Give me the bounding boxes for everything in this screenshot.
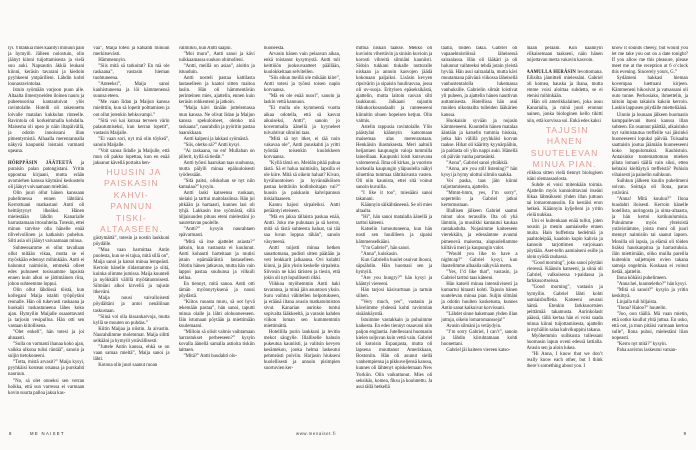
body-paragraph: ”Good morning”, vastasin ja hymyilin. Gabriel lähti kohti aamiaisbuffetia. Katseeni seurasi häntä. Etenkin farkkusortsien peittämää takamusta. Aurinkolasit päässä, tällä kertaa hän ei voisi saada minua kiinni tuijottamisesta, ajattelin ja myhäilin salaa kahvikuppini takana. bbox=[526, 285, 603, 333]
body-paragraph: täällä, töiden takia. Gabriel oli vapaaehtoistöissä läheisessä sairaalassa. Hän oli lääkäri ja oli halunnut vaihteeksi tehdä jotain yleistä hyvää. Hän asui sairaalalla, mutta kävi muutamana päivänä viikossa läheisellä vanhustentalolla lukemassa vanhuksille. Gabrielin silmät loistivat yli puheen, ja ajattelin hänen nauttivan auttamisesta. Hotellissa hän asui muiden ulkomailta tulleiden lääkärien kanssa. bbox=[441, 46, 518, 118]
body-paragraph: valmiiksi, kun Antti saapui. bbox=[178, 46, 232, 51]
body-paragraph: Antti tuijotti minua hetken sanattomana, pudisti sitten päätään ja veti lenkkarit jalkaansa. Ovi kolahti kiinni, ja jäin yksin keskelle sirpaleita. Siivosin ne käsi täristen ja tiesin, että jokin oli nyt lopullisesti rikki. bbox=[263, 245, 340, 281]
body-paragraph: ”Mitä sä sanoit?” kysyin ja yritin keskittyä. bbox=[611, 287, 688, 299]
body-paragraph: Uinnin ja lounaan jälkeen huomasin kamppailevani itseni kanssa illan suhteen. En osannut päättää, alkaisinko nyt valmistautua treffeille vai jäisinkö huoneeseeni lopuksi päivää. Toisaalta saattaisin joutua jäämään huoneeseeni koko loppulomaksi. Kauhistuin. Antaisinko tuntemattoman miehen pilata lomani täällä vain siksi, etten kehtaisi kieltäytyä treffeistä? Puhisin vihaisesti ja painelin suihkuun. bbox=[611, 112, 688, 178]
magazine-name: ME NAISET bbox=[30, 431, 65, 436]
body-paragraph: ”Ei mulla ole kymmentä vuotta aikaa odotella, että sä kasvat aikuiseksi, Antti”, sanoin jo kovemmalla äänellä ja kyyneleet tulvahtivat silmiini taas. bbox=[263, 106, 340, 136]
body-paragraph: Suhteessamme ei ollut tavallaan ollut mitään vikaa, mutta se ei myöskään edennyt mihinkään. Antti ei halunnut naimisiin, emmekä olleet edes puhuneet tosissamme lapsista ennen kuin alkoi se jättimäinen riita, johon suhteemme loppui. bbox=[8, 245, 85, 287]
body-paragraph: Astelin rappusia ravintolalle. Ylös päästyäni käännyin katsomaan maisemaa alas merenrantaan. Henkäisin ihastuksesta. Meri aaltoili heijastaen kaupungin valoja tummilla laineillaan. Kaupunki loisti kutsuvana valomerenä. Ilma oli kirkas, ja vuoristo korkealla kaupungin yläpuolella näkyi siluettina tummaa tähtitaivasta vasten. Oli niin kaunista, ettei sitä voinut sanoin kuvailla. bbox=[356, 124, 433, 191]
body-paragraph: ”Hi Anna, I know that we don’t really know each other, but I think there’s something about you. I bbox=[526, 351, 603, 370]
right-page bbox=[356, 46, 688, 432]
body-paragraph: Suihkun jälkeen kuulin puhelimeni soivan. Soittaja oli Ilona, paras ystäväni. bbox=[611, 179, 688, 197]
body-paragraph: Antti nosteli pastaa kattilasta lautaselleen ja kaatoi sitten maitoa lasiin. Hän oli hämmentävän perinteinen mies, ajattelin, ennen kuin keräsin rohkeuteni ja jatkoin. bbox=[178, 76, 255, 106]
body-paragraph: ”Anna hei, kuunteletko?” hän kysyi. bbox=[616, 281, 688, 287]
body-paragraph: Istuimme vastakkain ja puhuimme kaikesta. En edes tiennyt osaavani niin paljon englantia. Jutellessani huomasin kielen soljuvan kuin vettä vain. Gabriel oli kotoisin Espanjasta, mutta oli lapsena muuttanut Amerikkaan, Bostoniin. Hän oli asunut siellä vanhempiensa ja pikkuveljensä kanssa, kunnes oli lähtenyt opiskelemaan New Yorkiin. Olin vaikuttunut. Mies oli seksikäs, komea, fiksu ja koulutettu. Ja asui tällä hetkellä bbox=[356, 318, 433, 390]
body-paragraph: ”Sitä paitsi, oliskohan se nyt niin kamalaa?” kysyin. bbox=[178, 179, 255, 191]
body-paragraph: ”Maija kävi tänään juttelemassa mun kanssa. Ne olivat Iidan ja Maijun kanssa spekuloineet, olenko mä raskaana”, naurahdin ja pyöritin pastaa haarukkaan. bbox=[178, 106, 255, 136]
body-paragraph: ”Anna”, kuiskasin. bbox=[361, 251, 398, 257]
body-paragraph: ”Ai raskaana, no en! Mullahan on pillerit, kyllä sä tiedät.” bbox=[178, 148, 255, 160]
body-paragraph: ”Are you hungry?” hän kysyi ja kääntyi viereeni. bbox=[356, 275, 433, 287]
body-paragraph: ”Ei vaan sori, nyt mä olin töykeä”, sanoin Maijalle. bbox=[93, 136, 170, 148]
body-paragraph: ”Anna”, Gabriel sanoi yhtäkkiä. bbox=[446, 160, 509, 166]
body-paragraph: Voi paska, taas jäin kiinni tuijottamisesta, ajattelin. bbox=[441, 179, 518, 191]
body-paragraph: ”Kiitos ruoasta muru, sä oot hyvä tekemään pastaa”, hän sanoi, taputti minua olalle ja lähti olohuoneeseen. Jäin istumaan pöytään ja miettimään kuulemaani. bbox=[178, 299, 255, 330]
body-paragraph: ”Sulla on varmasti ihanaa koko ajan, vaikka ulkona tulisi räntää”, sanoin ja suljin tietokoneeni. bbox=[8, 342, 85, 360]
text-column-8 bbox=[612, 46, 688, 432]
body-paragraph: Hämmennyin. bbox=[98, 58, 127, 64]
body-paragraph: ”I’m sorry Gabriel, I can’t”, sanoin ja lähdin kiiruhtamaan kohti huonettani. bbox=[441, 330, 518, 348]
body-paragraph: Ilona köhäisi puhelimeen. bbox=[616, 275, 668, 281]
body-paragraph: Hotellilla purin laukkuni ja levitin mekot sängylle. Illalliselle halusin pukeutua kauniisti, ja valitsin kevyen kesämekon, jonka helma laskeutui pehmeästi polviin. Harjasin hiukseni huolellisesti ja annoin pisimpien suortuvien ker- bbox=[263, 330, 340, 372]
right-page-number: 9 bbox=[683, 431, 686, 436]
body-paragraph: ”Anna! Mitä kuuluu?” Ilona huudahti iloisesti. Kerroin hänelle hotellista, auringosta ja uima-altaasta, ja hän kertoi kotikuulumisia. Puhuimme myös yhteisistä ystävistämme, joista moni oli juuri mennyt naimisiin tai saanut lapsen. Monilla oli lapsia, ja elämä oli töiden lisäksi hauskanpitoa ja harrastuksia. Jäin miettimään, oliko muilla pareilla kuitenkin suljettujen ovien takana samoja ongelmia. Koskaan ei voinut tietää, ajattelin. bbox=[611, 197, 688, 275]
body-paragraph: ”Anteeksi”, Maija sanoi kauhistuneena ja löi kämmenensä suunsa eteen. bbox=[93, 82, 170, 100]
pull-quote: TAJUSIN HÄNEN SUUTELEVAN MINUA PIAN. bbox=[530, 124, 599, 170]
body-paragraph: lyi. Yhtäkkiä mies kääntyi minuun päin ja hymyili. Jälleen nolostuin, olin jäänyt kiinni tuijottamisesta ja vielä suu auki. Napsautin äkkiä leukani kiinni, keräsin tavarani ja kiedoin pyyhkeeni ympärilleni. Lähdin kohti lounasravintolaa. bbox=[8, 46, 85, 88]
body-paragraph: ”I like it too”, miesääni sanoi takanani. bbox=[356, 191, 433, 203]
body-paragraph: ”Joo, oon täällä. Mä vaan mietin, että ootko kuullut yhtä juttua. En usko, että oot, ja mun pitäisi varmaan kertoa sulle”, Ilona puhui, mielestäni liian nopeasti. bbox=[611, 312, 688, 342]
body-paragraph: ”Would you like to have a nightcap?” Gabriel kysyi, kun ihastelimme alhaalla näkyvää merta. bbox=[441, 251, 518, 269]
left-page-number: 8 bbox=[9, 431, 12, 436]
body-paragraph: ”Totta, mistä arvasit?” Maija kysyi, pyyhkäisi kostean otsansa ja purskahti nauruun. bbox=[8, 360, 85, 378]
body-paragraph: gästymättä”, totesin ja nostin laukkuni pöydälle. bbox=[93, 235, 170, 247]
text-column-1 bbox=[8, 46, 84, 432]
text-columns-area bbox=[8, 46, 688, 432]
body-paragraph: Avasin silmäni ja vetäydyin. bbox=[446, 324, 502, 330]
body-paragraph: ”Voit sanoa Iidalle ja Maijulle, että mun oli pakko lopettaa, kun en enää jaksanut kävellä portaita hen- bbox=[93, 148, 170, 166]
body-paragraph: Antti kalpeni ja lakkasi syömästä. bbox=[183, 136, 249, 142]
body-paragraph: Illallisen jälkeen Gabriel saattoi minut ulos terassille. Ilta oli yhä lämmin, ja musiikki kantautui kaukaa rantakadulta. Nojasimme kaiteeseen vierekkäin, ja edessämme avautui pimenevä maisema, alapuolellamme kiiltävä meri ja kaupungin valot. bbox=[441, 209, 518, 251]
body-paragraph: vaa”, Maija totesi ja katsahti minuun merkitsevästi. bbox=[93, 46, 170, 58]
website-url: www.menaiset.fi bbox=[296, 431, 337, 436]
body-paragraph: mittua niskan taakse. Mekko oli kuvioitu vihertävin ja sinisin kuvioin ja korosti vihreitä silmiäni kauniisti. Sidoin tukkani tiukalle nutturalle niskaan ja annoin kasvojen jäädä kokonaan paljaiksi. Lisäsin kevyen ripsivärin ja sipaisin huulirasvaa, jossa oli uv-suoja. Erityisen epäseksikästä, ajattelin, mutta laitoin rasvan silti laukkuuni. Jalkaani sujautin tikkukorkosandaalit ja ranteeseeni kiinnitin ohuen hopeisen ketjun. Olin valmis. bbox=[356, 46, 433, 124]
body-paragraph: Uni ei kuitenkaan enää tullut, joten nousin ja menin aamiaiselle ennen muita. Hain buffetista hedelmiä ja paahtoleipää, kaadoin kupin kahvia ja kannoin tarjottimen varjoisaan pöytään. Aset-telin aamiaiseni esille ja aloin syödä rauhassa. bbox=[526, 218, 603, 261]
body-paragraph: ”Siis eikun meillä ole mikään kiire”, Antti totesi ja työnsi toisen napin korvaansa. bbox=[263, 76, 340, 94]
body-paragraph: Linjalla tuli hiljaista. bbox=[616, 299, 658, 305]
body-paragraph: ”I’m Gabriel”, hän sanoi. bbox=[361, 245, 410, 251]
body-paragraph: En tiennyt, mitä sanoa. Antti otti tämän myönnytyksenä ja nousi pöydästä. bbox=[178, 281, 255, 299]
body-paragraph: Suhde ei voisi mitenkään toimia. Ajattelin myös kunnioittavani itseäni liikaa lähteäkseni yhden illan juttuun tai lomaromanssiin. En kestäisi eron hetkeä. Käännyin kyljelleni ja yritin vielä nukkua. bbox=[526, 182, 603, 218]
body-paragraph: ”Kyllä tämä on. Meidän pitää puhua tästä. Sä et halua naimisiin, lapsilla ei ole kiire. Mitä sä oikein haluat? Kivan, hyväluontoisen ja hyvännäköisen pastaa keittävän kodinhoitajan vai?” huusin ja paiskasin kahvipannun tiskialtaaseen. bbox=[263, 160, 340, 203]
body-paragraph: ”Anna, are you still listening?” hän kysyi ja hymy ulottui silmiin saakka. bbox=[441, 166, 518, 178]
body-paragraph: Kun Gabrielin huulet osuivat ihooni, säpsähdin. Hän huomasi sen ja hymyili. bbox=[356, 257, 433, 275]
body-paragraph: ”Very much, yes”, vastasin ja kävelimme yhdessä kohti ravintolan sisäänkäyntiä. bbox=[356, 299, 433, 318]
body-paragraph: HÖRPPÄSIN JÄÄTEETÄ ja puraisin palan patongistani. Yritin uppoutua kirjaani, mutta erään avomiehen kanssa käymäni keskustelu oli jäänyt vaivaamaan mieltäni. bbox=[8, 160, 85, 191]
body-paragraph: Kiitin Maijaa ja niistin. Ja aivastin. Naurahdimme molemmat. Maija silitti selkääni ja hymyili ystävällisesti. bbox=[93, 326, 170, 344]
text-column-3 bbox=[179, 46, 255, 432]
body-paragraph: viikkoa sitten vielä tiennyt biologisen isäni olemassaolosta. bbox=[526, 170, 603, 182]
body-paragraph: ”Hi”, hän sanoi matalalla äänellä ja tarttui käteeni. bbox=[356, 215, 433, 227]
body-paragraph: ”Antti?” kysyin naurahtaen epävarmasti. bbox=[178, 227, 255, 239]
body-paragraph: Kotona olin juuri saanut ruoan bbox=[98, 362, 158, 368]
body-paragraph: know it sounds cheesy, but would you let me take you out on a date tonight? If you allow me this pleasure, please meet me at the reception at 6 o’clock this evening. Sincerely yours, G.” bbox=[611, 46, 688, 76]
body-paragraph: Paha aavistus laskeutui vatsan- bbox=[616, 348, 677, 354]
body-paragraph: Istuin syömään varjoon puun alle. Altaalta ilmestyneiden iloinen nauru ja puheensorina kantautuivat ylös ravintolalle. Hotelli oli rakennettu loivalle matalan kukkulan rinteelle. Ravintola oli korkeimmalla kohdalla. Maisema oli upea jo näin iltapäivällä, ja odotin innoissani illan pimentymistä. Alhaalla merenrannalla näkyvä kaupunki loistaisi varmasti upeana. bbox=[8, 88, 85, 154]
body-paragraph: Maija nousi vaivalloisesti pöydältäni ja antoi nenäliinan taskustaan. bbox=[93, 296, 170, 314]
body-paragraph: maan perääni. Kun käännyin vilkaisemaan taakseni, näin hänen tuijottavan merta vakavin kasvoin. bbox=[526, 46, 603, 64]
page-footer bbox=[0, 431, 696, 443]
body-paragraph: ”Siis, oletko sä?” Antti kysyi. bbox=[183, 142, 241, 148]
body-paragraph: ”Mä en ole enää nuori”, sanoin ja laskin vettä kannuun. bbox=[263, 94, 340, 106]
text-column-5 bbox=[356, 46, 432, 432]
body-paragraph: ”Olet enkeli”, hän totesi ja joi ahnaasti. bbox=[8, 330, 85, 342]
body-paragraph: ”Yes, I’d like that”, vastasin, ja Gabriel tarttui taas käteeni. bbox=[441, 269, 518, 281]
body-paragraph: Hän tarjosi käsivarttaan ja tartuin siihen. bbox=[356, 287, 433, 299]
bold-lead-in: AAMULLA HERÄSIN bbox=[526, 70, 578, 76]
bold-lead-in: HÖRPPÄSIN JÄÄTEETÄ bbox=[8, 160, 81, 166]
body-paragraph: ”Ilona? Haloo?” huutelin. bbox=[616, 306, 667, 312]
pull-quote: HUUSIN JA PAISKASIN KAHVI- PANNUN TISKI- ALTAASEEN. bbox=[100, 166, 163, 235]
body-paragraph: AAMULLA HERÄSIN levottomana. Eilisilta jännitteli mielessäni. Gabriel oli komea, hauska ja ihana, mutta emme voisi aloittaa suhdetta, se ei etenisi mihinkään. bbox=[526, 70, 603, 100]
body-paragraph: Antti laski katseensa ruokaan, nielaisi ja tarttui maitolasiinsa. Hän joi pitkään ja hartaasti, kunnes lasi oli tyhjä. Lakkasin itse syömästä, sillä hiljaisuuden pituus eteni mielestäni jo naurettavan puolelle. bbox=[178, 191, 255, 227]
body-paragraph: ”Antti, meillä on asiaa”, aloitin ja istuuduin. bbox=[178, 64, 255, 76]
text-column-7 bbox=[527, 46, 603, 432]
body-paragraph: Hän katseli minua intensiivisesti ja kumartui hitaasti kohti. Tajusin hänen suutelevan minua pian. Suljin silmäni ja odotin huulten kosketusta, kunnes Antin sanat kaikuivat korvissani. bbox=[441, 281, 518, 312]
body-paragraph: ”Sitä voi kai kutsua terveen värin palautumiseksi, kun kerran lopetit”, vastasin Maijalle. bbox=[93, 118, 170, 136]
body-paragraph: Hän oli amerikkalainen, joka asuu Kanarialla, ja minä juuri eronnut nainen, jonka biologinen kello tikitti niin, että korvissa soi. Enkä edes kaksi bbox=[526, 100, 603, 124]
body-paragraph: Olin ollut lähdössä töistä, kun kollegani Maija istahti työpöytäni reunalle. Hän oli tukevasti raskaana ja huokaili tuskastuneena lähes koko ajan. Hymyilin Maijalle osaaottavasti ja tarjosin vesipulloa. Hän otti sen vastaan kiitollisena. bbox=[8, 287, 85, 330]
body-paragraph: ”Kerro nyt mitä?” kysyin. bbox=[616, 342, 667, 348]
body-paragraph: huoneesta. bbox=[263, 46, 285, 51]
text-column-6 bbox=[441, 46, 517, 432]
body-paragraph: ”Lähdet sinne hakemaan yhden illan juttuja, oikein lomaromansseja!” bbox=[441, 312, 518, 324]
body-paragraph: Arvasin hänen vain pelaavan aikaa, enkä toistanut kysymystä. Antti tuli keittiöön juoksuvaatteet päällään, kuulokkeitaan selvitellen. bbox=[263, 52, 340, 76]
text-column-2 bbox=[93, 46, 169, 432]
body-paragraph: Antti työnsi haarukan taas suuhunsa, mutta pälyili minua epäluuloisesti syödessään. bbox=[178, 160, 255, 178]
body-paragraph: Viikkoa myöhemmin Antti haki tavaransa, ja minä jäin asuntoon yksin. Suru vaihtui vähitellen helpotukseen, ja eräänä iltana avasin matkatoimiston sivut. Kanarian aurinko tuntui sopivalta lääkkeeltä, ja varasin kahden viikon loman sen kummemmin miettimättä. bbox=[263, 281, 340, 330]
body-paragraph: ”Mitä?” Antti huudahti olo- bbox=[183, 354, 238, 360]
body-paragraph: ”Siis mitä sä tarkoitat? En mä ole raskaana”, vastasin hieman tuohtuneena. bbox=[93, 64, 170, 82]
body-paragraph: ”Good morning”, joku sanoi pöytäni vieressä. Käänsin katseeni, ja siinä oli Gabriel, valkoisessa t-paidassa ja farkkusortseissa. bbox=[526, 261, 603, 285]
body-paragraph: ”Mitä sä nyt itket, ei tää noin vakavaa ole”, Antti puuskahti ja yritti työntää toisenkin kuulokkeen korvaansa. bbox=[263, 136, 340, 160]
body-paragraph: ”No, sä olet onneksi sen verran hoikka, että sun varressa ei varmaan kovin suurta palloa jaksa kas- bbox=[8, 378, 85, 396]
body-paragraph: Käännyin säikähtäneenä. Se oli mies altaalta. bbox=[356, 203, 433, 215]
body-paragraph: Kannu hajosi sirpaleiksi. Antti perääntyi eteiseen. bbox=[263, 203, 340, 215]
body-paragraph: ”Mitä sä itse ajattelet asiasta?” jatkoin, kun vastausta ei kuulunut. Antti kohautti harteitaan ja mutisi jotain epämääräistä lautaselleen. Odotin hänen jatkavan, mutta hän vain lappoi pastaa suuhunsa ja vilkuili kelloa. bbox=[178, 239, 255, 281]
body-paragraph: Sydämeni hakkasi hieman kovempaa luettuani kirjeen. Kämmeneni hikosivat ja vatsassani oli outo tunne. Perhosiako, ihmettelin, ja taitoin lapun takaisin kaksin kerroin. Laskin lappusen pöydälle mietteliäänä. bbox=[611, 76, 688, 112]
body-paragraph: Myöhemmin suihkusta tullessani huomasin lapun oveni edessä lattialla. Avasin sen ja aloin lukea. bbox=[526, 333, 603, 351]
body-paragraph: Olin juuri ollut hänen kanssaan puhelimessa ennen lähtöäni. Kerrottuani matkastani Antti oli heittäytynyt ilkeäksi. Hänen mielestään lähdin Kanarialle harrastamaan irtosuhteita. Totesin, ettei minun tarvitse olla hänelle enää tilivelvollinen ja katkaisin puhelun. Silti asia oli jäänyt vaivaamaan minua. bbox=[8, 191, 85, 245]
body-paragraph: Katselin lumoutuneena, kun hän nosti sen huulilleen ja sipaisi kämmenselkääni. bbox=[356, 227, 433, 245]
body-paragraph: ”Mmm-hmm, yes, I’m sorry”, sopertelin ja Gabriel jatkoi kertomustaan. bbox=[441, 191, 518, 209]
body-paragraph: ”Moi muru”, Antti sanoi ja kävi suikkaamassa suukon ohimolleni. bbox=[178, 52, 255, 64]
body-paragraph: ”Me vaan Iidan ja Maijun kanssa mietittiin, kun sä lopetit polttamisen ja oot ollut jotenkin hehkuvampi.” bbox=[93, 100, 170, 118]
text-column-4 bbox=[264, 46, 340, 432]
body-paragraph: ”Siinä voi olla kissankarvoja, mutta kyllä se muuten on puhdas.” bbox=[93, 314, 170, 326]
body-paragraph: Huokaisin syvään ja nojasin kämmeneeni. Kuuntelin hänen matalaa ääntään ja katselin tummia hiuksia, jotka hän välillä pyyhkäisi korvan taakse. Hihat oli kääritty kyynärpäihin, ja paidasta oli ylin nappi auki. Hänellä oli päivän vanha partasänki. bbox=[441, 118, 518, 160]
body-paragraph: ”Mua vaan harmittaa Antin puolesta, kun se ei tajua, mitä sillä on”, Maija sanoi ja katsoi minua lempeästi. Kerroin hänelle riidastamme ja siitä, kuinka olimme jumissa. Maija kuunteli ja nyökkäili välillä myötätuntoisesti. Silmiäni alkoi kirvellä ja tajusin itkeväni. bbox=[93, 248, 170, 296]
body-paragraph: Gabriel jäi kaiteen viereen katso- bbox=[446, 348, 511, 354]
body-paragraph: ”Mä en jaksa tällaista paskaa enää, Antti. Joko me puhutaan ja sä kerrot, mitä sä tästä suhteesta haluat, tai tää saa luvan loppua tähän”, sanoin väsyneenä. bbox=[263, 215, 340, 245]
body-paragraph: ”Juttele Antin kanssa, ehkä se on vaan samaa mieltä”, Maija sanoi ja lähti. bbox=[93, 344, 170, 362]
body-paragraph: ”Milloin sä olisit valmis vaihtamaan harrastukset perheeseen?” kysyin kovalla äänellä samalla astioita tiskiin laittaen. bbox=[178, 330, 255, 354]
left-page bbox=[8, 46, 340, 432]
